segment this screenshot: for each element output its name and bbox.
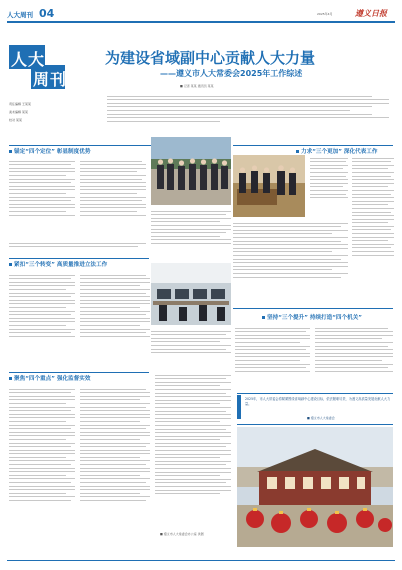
section-heading [296, 147, 377, 155]
article-column [233, 220, 348, 305]
headline-title: 为建设省域副中心贡献人大力量 [105, 49, 316, 67]
section-heading-text: 紧扣“三个转变” 高质量推进立法工作 [14, 262, 108, 268]
section-heading-text: 锚定“四个定位” 彰显制度优势 [14, 149, 91, 155]
section-heading [9, 374, 90, 382]
article-column [310, 155, 348, 217]
date-line: 2025年4月 [317, 12, 333, 16]
staff-line: 校对 某某 [9, 118, 22, 122]
staff-line: 责任编辑 王某某 [9, 102, 31, 106]
article-column [80, 272, 150, 367]
photo-caption: ■ 遵义市人大常委会办公室 供图 [160, 532, 204, 536]
article-column [151, 328, 231, 368]
section-rule [9, 258, 149, 259]
logo-text-2: 周刊 [33, 70, 68, 89]
article-column [155, 372, 231, 558]
section-heading-text: 力求“三个更加” 深化代表工作 [301, 149, 378, 155]
meeting-room-photo [151, 263, 231, 325]
staff-line: 美术编辑 某某 [9, 110, 28, 114]
section-heading-text: 聚焦“四个重点” 强化监督实效 [14, 376, 91, 382]
section-rule [233, 308, 393, 309]
article-column [151, 208, 231, 260]
column-logo [9, 45, 69, 91]
section-heading [9, 260, 107, 268]
section-rule [233, 145, 393, 146]
officials-visit-photo [233, 155, 305, 217]
paper-logo: 遵义日报 [355, 8, 387, 18]
building-photo [237, 427, 393, 547]
page-number: 04 [39, 7, 55, 20]
column-header [7, 7, 395, 22]
article-column [9, 386, 75, 558]
section-heading-text: 坚持“三个提升” 持续打造“四个机关” [267, 315, 362, 321]
article-column [235, 325, 310, 393]
section-heading [262, 313, 362, 321]
footer-rule [7, 560, 395, 561]
header-rule [7, 21, 395, 23]
article-column [315, 325, 393, 393]
section-rule [9, 372, 149, 373]
column-name: 人大周刊 [7, 11, 33, 19]
quote-box [237, 393, 393, 425]
staff-credits [9, 100, 79, 124]
quote-mark [237, 395, 241, 419]
article-column [9, 240, 146, 254]
section-heading [9, 147, 90, 155]
officials-group-photo [151, 137, 231, 205]
article-column [9, 272, 75, 367]
quote-credit: ■ 遵义市人大常委会 [307, 416, 335, 420]
article-column [80, 386, 150, 558]
article-column [80, 158, 146, 240]
lead-paragraph [107, 93, 389, 133]
headline-subtitle: ——遵义市人大常委会2025年工作综述 [160, 69, 303, 78]
headline-byline: ■ 记者 某某 通讯员 某某 [180, 84, 214, 88]
logo-text-1: 人大 [11, 50, 46, 69]
article-column [352, 155, 394, 305]
article-column [9, 158, 75, 240]
quote-text: 2025年，市人大常委会将紧紧围绕省域副中心建设目标，依法履职尽责，为遵义高质量发展贡献人大力量。 [245, 397, 391, 406]
